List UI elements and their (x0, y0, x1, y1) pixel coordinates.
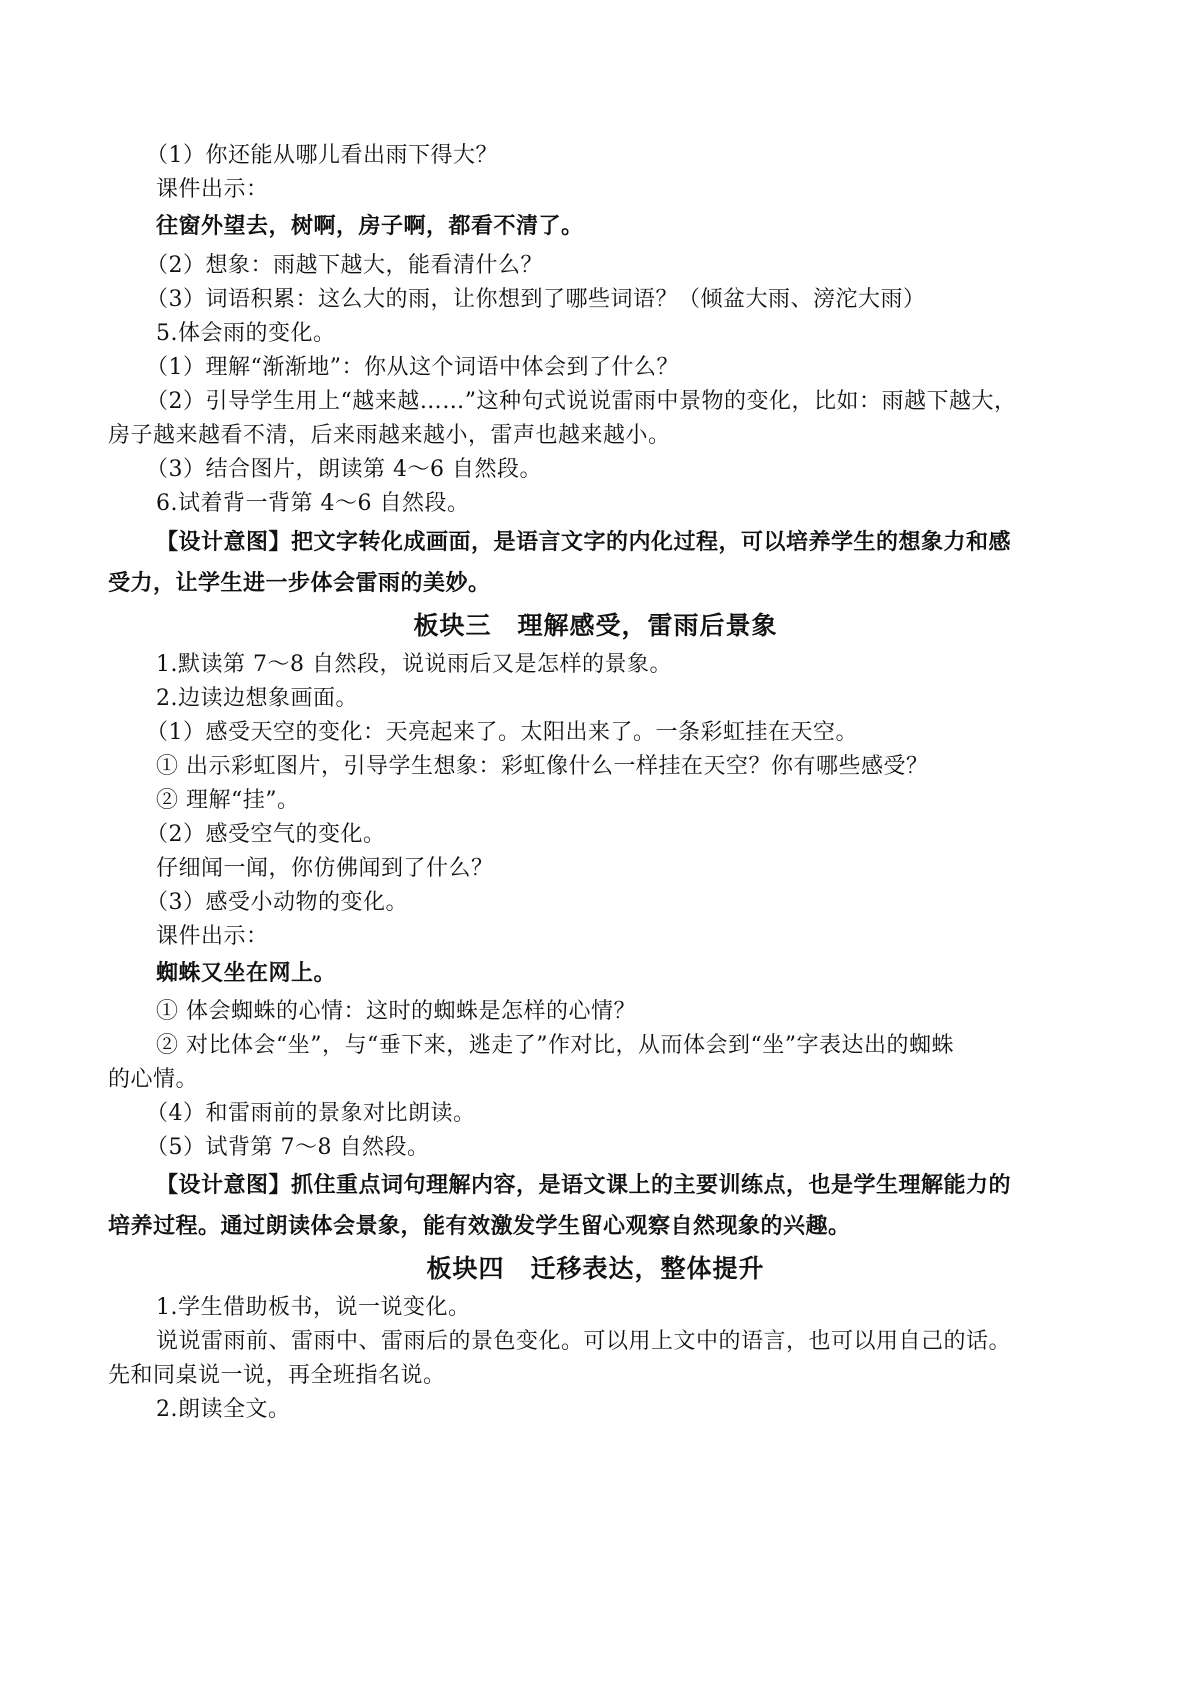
design-intent (156, 1168, 1136, 1204)
text-line: ① 出示彩虹图片，引导学生想象：彩虹像什么一样挂在天空？你有哪些感受？ (156, 754, 929, 779)
text-line: （3）词语积累：这么大的雨，让你想到了哪些词语？（倾盆大雨、滂沱大雨） (146, 287, 926, 312)
text-line: 5.体会雨的变化。 (156, 321, 336, 346)
courseware-quote: 蜘蛛又坐在网上。 (156, 961, 337, 986)
section-heading-3: 板块三 理解感受，雷雨后景象 (413, 611, 778, 640)
text-line: 6.试着背一背第 4～6 自然段。 (156, 491, 470, 516)
design-intent (156, 525, 1136, 561)
text-line: ② 对比体会“坐”，与“垂下来，逃走了”作对比，从而体会到“坐”字表达出的蜘蛛 (156, 1033, 954, 1058)
text-line: 2.朗读全文。 (156, 1397, 291, 1422)
design-intent-tag: 【设计意图】 (156, 1173, 292, 1198)
text-line: （2）感受空气的变化。 (146, 822, 386, 847)
design-intent-text: 把文字转化成画面，是语言文字的内化过程，可以培养学生的想象力和感 (291, 530, 1012, 555)
courseware-quote: 往窗外望去，树啊，房子啊，都看不清了。 (156, 214, 584, 239)
text-line: 的心情。 (108, 1067, 199, 1092)
text-line: 先和同桌说一说，再全班指名说。 (108, 1363, 446, 1388)
text-line: 课件出示： (156, 924, 269, 949)
text-line: （1）理解“渐渐地”：你从这个词语中体会到了什么？ (146, 355, 679, 380)
text-line: （2）引导学生用上“越来越……”这种句式说说雷雨中景物的变化，比如：雨越下越大， (146, 389, 1017, 414)
text-line: 1.学生借助板书，说一说变化。 (156, 1295, 471, 1320)
text-line: （3）感受小动物的变化。 (146, 890, 408, 915)
text-line: ① 体会蜘蛛的心情：这时的蜘蛛是怎样的心情？ (156, 999, 636, 1024)
text-line: 课件出示： (156, 177, 269, 202)
text-line: （3）结合图片，朗读第 4～6 自然段。 (146, 457, 542, 482)
text-line: 说说雷雨前、雷雨中、雷雨后的景色变化。可以用上文中的语言，也可以用自己的话。 (156, 1329, 1012, 1354)
text-line: （1）感受天空的变化：天亮起来了。太阳出来了。一条彩虹挂在天空。 (146, 720, 858, 745)
text-line: （5）试背第 7～8 自然段。 (146, 1135, 430, 1160)
text-line: 仔细闻一闻，你仿佛闻到了什么？ (156, 856, 494, 881)
design-intent-continued: 受力，让学生进一步体会雷雨的美妙。 (108, 571, 491, 596)
text-line: 2.边读边想象画面。 (156, 686, 358, 711)
section-heading-4: 板块四 迁移表达，整体提升 (426, 1254, 765, 1283)
text-line: 房子越来越看不清，后来雨越来越小，雷声也越来越小。 (108, 423, 671, 448)
design-intent-tag: 【设计意图】 (156, 530, 292, 555)
design-intent-text: 抓住重点词句理解内容，是语文课上的主要训练点，也是学生理解能力的 (291, 1173, 1012, 1198)
text-line: ② 理解“挂”。 (156, 788, 300, 813)
design-intent-continued: 培养过程。通过朗读体会景象，能有效激发学生留心观察自然现象的兴趣。 (108, 1214, 851, 1239)
text-line: 1.默读第 7～8 自然段，说说雨后又是怎样的景象。 (156, 652, 672, 677)
text-line: （2）想象：雨越下越大，能看清什么？ (146, 253, 543, 278)
text-line: （4）和雷雨前的景象对比朗读。 (146, 1101, 476, 1126)
text-line: （1）你还能从哪儿看出雨下得大？ (146, 143, 498, 168)
